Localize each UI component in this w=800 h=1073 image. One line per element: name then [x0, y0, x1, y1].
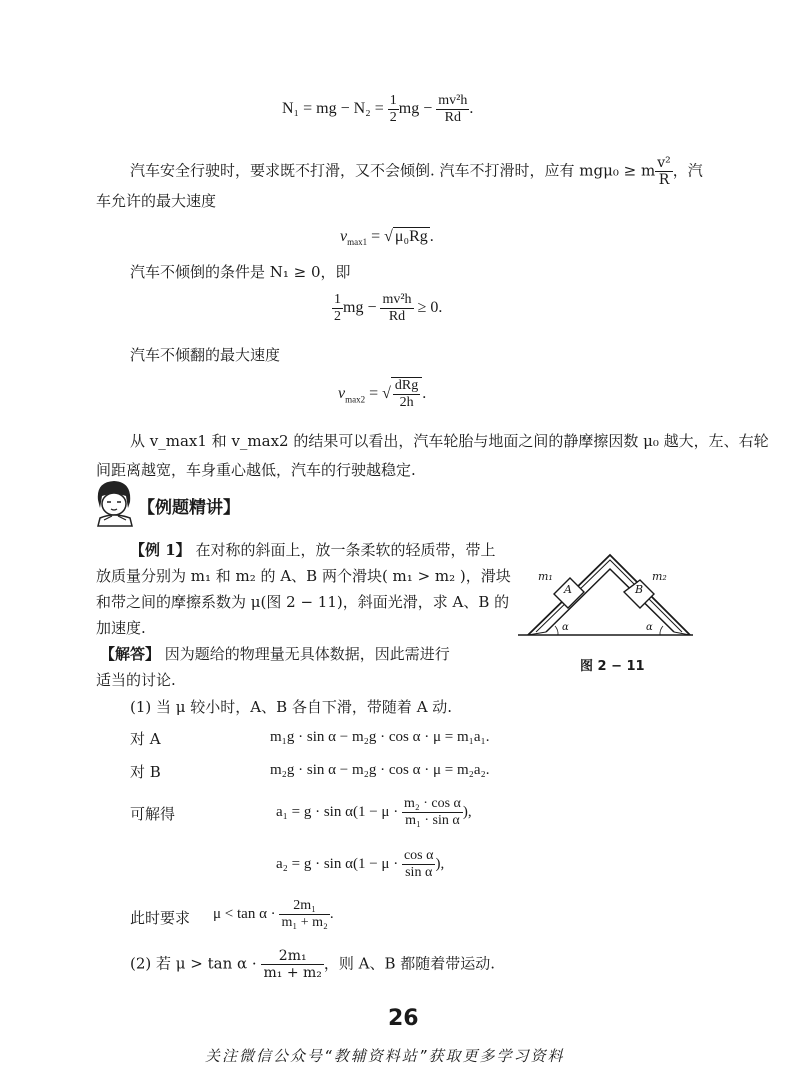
equation-a1: a₁ = g · sin α(1 − μ · $\frac{\text{m₂ · cos α}}{\text{m₁ · sin α}}$ ),	[276, 796, 472, 828]
figure-angle-left: α	[562, 622, 569, 633]
page-number: 26	[388, 1006, 419, 1031]
student-cartoon-icon	[92, 478, 138, 528]
requirement-label: 此时要求	[130, 909, 191, 927]
equation-a2: a₂ = g · sin α(1 − μ · $\frac{\text{cos α}}{\text{sin α}}$ ),	[276, 848, 445, 880]
paragraph-conclusion-cont: 间距离越宽，车身重心越低，汽车的行驶越稳定.	[96, 461, 416, 479]
paragraph-no-slip-cont: 车允许的最大速度	[96, 192, 217, 210]
case-1: (1) 当 μ 较小时，A、B 各自下滑，带随着 A 动.	[130, 698, 453, 716]
figure-label-b: B	[635, 583, 644, 596]
figure-caption: 图 2 − 11	[580, 659, 645, 674]
figure-label-a: A	[564, 583, 572, 596]
equation-vmax1: $v_{max1}$ = √ μ₀Rg .	[340, 228, 434, 248]
figure-angle-right: α	[646, 622, 653, 633]
example-line-4: 加速度.	[96, 619, 146, 637]
for-a-label: 对 A	[130, 730, 161, 748]
equation-n1: N₁ = mg − N₂ = $\frac{1}{2}$ mg − $\frac{\text{mv²h}}{Rd}$ .	[282, 93, 474, 125]
paragraph-no-slip: 汽车安全行驶时，要求既不打滑，又不会倾倒. 汽车不打滑时，应有 mgμ₀ ≥ m $\frac{\text{v²}}{R}$ ，汽	[130, 155, 703, 188]
figure-label-m1: m₁	[538, 570, 553, 583]
section-title: 【例题精讲】	[138, 498, 240, 518]
example-line-3: 和带之间的摩擦系数为 μ(图 2 − 11)，斜面光滑，求 A、B 的	[96, 593, 510, 611]
equation-vmax2: $v_{max2}$ = √ $\frac{\text{dRg}}{2h}$ .	[338, 378, 427, 410]
example-line-2: 放质量分别为 m₁ 和 m₂ 的 A、B 两个滑块( m₁ > m₂ )，滑块	[96, 567, 511, 585]
paragraph-no-tip-condition: 汽车不倾倒的条件是 N₁ ≥ 0，即	[130, 263, 351, 281]
equation-a: m₁g · sin α − m₂g · cos α · μ = m₁a₁.	[270, 729, 490, 745]
footer-note: 关注微信公众号“教辅资料站”获取更多学习资料	[205, 1047, 565, 1065]
paragraph-max-speed-tip: 汽车不倾翻的最大速度	[130, 346, 281, 364]
example-line-1: 【例 1】 在对称的斜面上，放一条柔软的轻质带，带上	[130, 541, 496, 559]
incline-figure	[518, 550, 698, 650]
solve-label: 可解得	[130, 805, 176, 823]
solution-line-2: 适当的讨论.	[96, 671, 176, 689]
for-b-label: 对 B	[130, 763, 161, 781]
paragraph-conclusion: 从 v_max1 和 v_max2 的结果可以看出，汽车轮胎与地面之间的静摩擦因数 μ₀ 越大，左、右轮	[130, 432, 769, 450]
figure-label-m2: m₂	[652, 570, 667, 583]
equation-no-tip: $\frac{1}{2}$ mg − $\frac{\text{mv²h}}{Rd}$ ≥ 0.	[334, 292, 443, 324]
solution-line-1: 【解答】 因为题给的物理量无具体数据，因此需进行	[100, 645, 450, 663]
case-2: (2) 若 μ > tan α · $\frac{\text{2m₁}}{\text{m₁ + m₂}}$ ，则 A、B 都随着带运动.	[130, 948, 496, 981]
equation-requirement: μ < tan α · $\frac{\text{2m₁}}{\text{m₁ + m₂}}$ .	[213, 898, 334, 930]
equation-b: m₂g · sin α − m₂g · cos α · μ = m₂a₂.	[270, 762, 490, 778]
